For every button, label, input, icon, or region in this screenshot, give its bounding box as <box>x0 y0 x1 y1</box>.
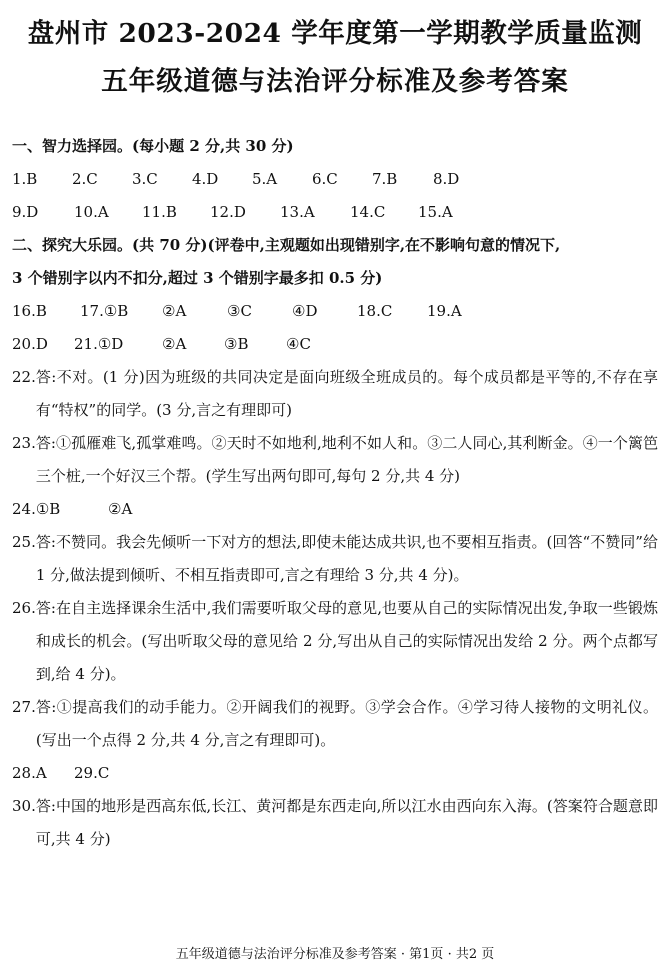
question-22 <box>12 361 658 427</box>
question-22-answer: 答:不对。(1 分)因为班级的共同决定是面向班级全班成员的。每个成员都是平等的,不存在享有“特权”的同学。(3 分,言之有理即可) <box>35 368 658 419</box>
title-line-2: 五年级道德与法治评分标准及参考答案 <box>101 66 569 97</box>
answer-5: 5.A <box>252 170 278 188</box>
answer-29: 29.C <box>74 764 110 782</box>
answer-content <box>12 130 658 856</box>
answer-14: 14.C <box>350 203 386 221</box>
title-line-1: 盘州市 2023-2024 学年度第一学期教学质量监测 <box>27 18 643 49</box>
answer-2: 2.C <box>72 170 98 188</box>
question-23 <box>12 427 658 493</box>
answer-17-4: ④D <box>292 302 318 320</box>
answer-13: 13.A <box>280 203 315 221</box>
section-2-title-line-1: 二、探究大乐园。(共 70 分)(评卷中,主观题如出现错别字,在不影响句意的情况下, <box>12 236 561 254</box>
answer-21-1: 21.①D <box>74 335 124 353</box>
answer-17-1: 17.①B <box>80 302 129 320</box>
question-30-number: 30. <box>12 797 36 815</box>
answer-18: 18.C <box>357 302 393 320</box>
question-22-number: 22. <box>12 368 36 386</box>
answer-1: 1.B <box>12 170 38 188</box>
answer-row-3 <box>12 295 658 328</box>
answer-21-2: ②A <box>162 335 187 353</box>
page-footer: 五年级道德与法治评分标准及参考答案 · 第1页 · 共2 页 <box>175 947 495 962</box>
question-25 <box>12 526 658 592</box>
question-23-answer: 答:①孤雁难飞,孤掌难鸣。②天时不如地利,地利不如人和。③二人同心,其利断金。④一个篱笆三个桩,一个好汉三个帮。(学生写出两句即可,每句 2 分,共 4 分) <box>35 434 658 485</box>
answer-17-3: ③C <box>227 302 252 320</box>
question-26-answer: 答:在自主选择课余生活中,我们需要听取父母的意见,也要从自己的实际情况出发,争取一些锻炼和成长的机会。(写出听取父母的意见给 2 分,写出从自己的实际情况出发给 2 分。两个点都写到,给 4 分)。 <box>35 599 658 683</box>
answer-10: 10.A <box>74 203 109 221</box>
answer-4: 4.D <box>192 170 219 188</box>
question-23-number: 23. <box>12 434 36 452</box>
question-27-number: 27. <box>12 698 36 716</box>
answer-row-1 <box>12 163 658 196</box>
answer-row-4 <box>12 328 658 361</box>
answer-16: 16.B <box>12 302 47 320</box>
section-1-title: 一、智力选择园。(每小题 2 分,共 30 分) <box>12 137 294 155</box>
answer-7: 7.B <box>372 170 398 188</box>
section-2-title-line-2: 3 个错别字以内不扣分,超过 3 个错别字最多扣 0.5 分) <box>12 269 383 287</box>
answer-20: 20.D <box>12 335 48 353</box>
question-27 <box>12 691 658 757</box>
answer-19: 19.A <box>427 302 462 320</box>
answer-15: 15.A <box>418 203 453 221</box>
question-30-answer: 答:中国的地形是西高东低,长江、黄河都是东西走向,所以江水由西向东入海。(答案符合题意即可,共 4 分) <box>35 797 658 848</box>
answer-24-1: 24.①B <box>12 500 61 518</box>
answer-row-2 <box>12 196 658 229</box>
answer-row-28 <box>12 757 658 790</box>
answer-11: 11.B <box>142 203 177 221</box>
answer-21-4: ④C <box>286 335 311 353</box>
answer-row-24 <box>12 493 658 526</box>
question-25-answer: 答:不赞同。我会先倾听一下对方的想法,即使未能达成共识,也不要相互指责。(回答“不赞同”给 1 分,做法提到倾听、不相互指责即可,言之有理给 3 分,共 4 分)。 <box>35 533 658 584</box>
question-27-answer: 答:①提高我们的动手能力。②开阔我们的视野。③学会合作。④学习待人接物的文明礼仪。(写出一个点得 2 分,共 4 分,言之有理即可)。 <box>35 698 658 749</box>
answer-12: 12.D <box>210 203 246 221</box>
question-26-number: 26. <box>12 599 36 617</box>
answer-9: 9.D <box>12 203 39 221</box>
question-25-number: 25. <box>12 533 36 551</box>
answer-24-2: ②A <box>108 500 133 518</box>
question-26 <box>12 592 658 691</box>
answer-3: 3.C <box>132 170 158 188</box>
answer-28: 28.A <box>12 764 47 782</box>
question-30 <box>12 790 658 856</box>
answer-17-2: ②A <box>162 302 187 320</box>
answer-21-3: ③B <box>224 335 249 353</box>
answer-8: 8.D <box>433 170 460 188</box>
answer-6: 6.C <box>312 170 338 188</box>
